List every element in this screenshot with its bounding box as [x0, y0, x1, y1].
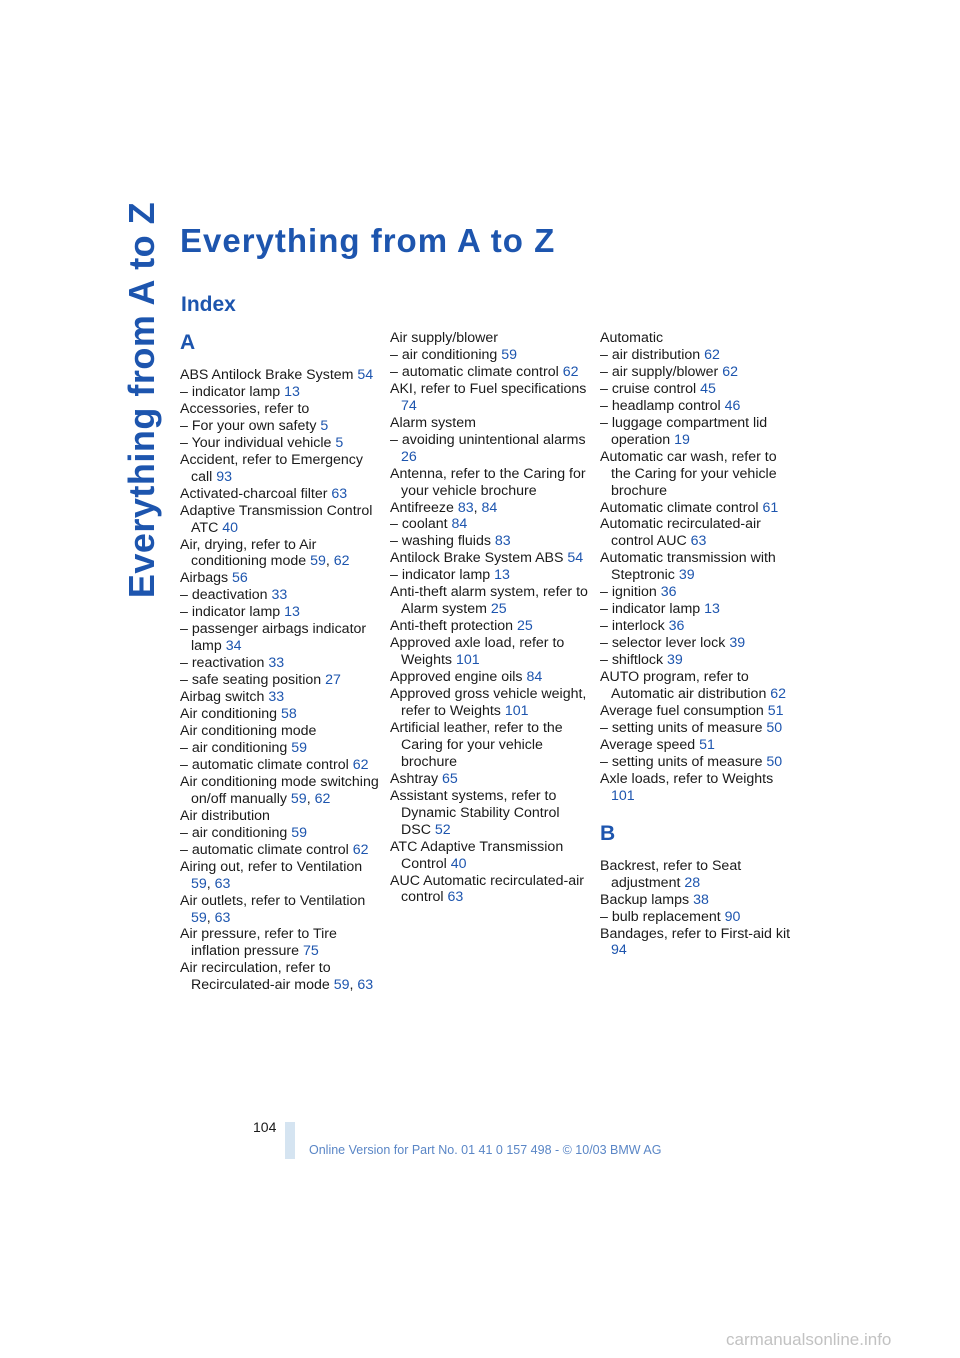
page-reference-link[interactable]: 40 — [222, 519, 239, 536]
index-entry-text: Approved gross vehicle weight, refer to Weights — [390, 686, 587, 719]
index-entry-text: Air distribution — [180, 807, 270, 824]
index-entry-text: Air outlets, refer to Ventilation — [180, 892, 366, 909]
index-entry — [390, 415, 590, 432]
index-entry — [600, 584, 800, 601]
page-reference-link[interactable]: 59 — [290, 790, 307, 807]
page-reference-link[interactable]: 25 — [490, 601, 507, 618]
index-entry-text: – shiftlock — [600, 652, 668, 669]
page-reference-link[interactable]: 59 — [333, 977, 350, 994]
index-entry — [390, 466, 590, 500]
index-entry — [390, 584, 590, 618]
page-reference-link[interactable]: 27 — [325, 672, 341, 689]
index-entry-text: AUC Automatic recirculated-air control — [390, 872, 584, 906]
index-entry-text: Air conditioning mode — [180, 723, 317, 740]
page-reference-link[interactable]: 59 — [291, 739, 307, 756]
index-entry — [600, 381, 800, 398]
index-entry-text: Air supply/blower — [390, 330, 499, 346]
index-entry — [600, 550, 800, 584]
index-entry — [390, 347, 590, 364]
index-entry-text: Antenna, refer to the Caring for your vehicle brochure — [390, 465, 586, 499]
index-letter-heading: A — [180, 331, 196, 354]
page-reference-link[interactable]: 62 — [352, 756, 369, 773]
page-reference-link[interactable]: 28 — [684, 874, 701, 891]
side-running-title — [112, 201, 172, 599]
index-entry-text: Average speed — [600, 736, 700, 753]
index-entry-text: – luggage compartment lid operation — [600, 414, 768, 448]
index-entry-text: Air recirculation, refer to Recirculated-air mode — [180, 960, 334, 994]
index-entry-text: AUTO program, refer to Automatic air distribution — [600, 669, 771, 703]
index-entry-text: – avoiding unintentional alarms — [390, 431, 586, 448]
index-entry — [600, 669, 800, 703]
page-reference-link[interactable]: 75 — [302, 943, 319, 960]
index-entry-text: Antifreeze — [390, 499, 458, 516]
index-entry-text: ABS Antilock Brake System — [180, 367, 358, 383]
index-entry — [600, 415, 800, 449]
page-reference-link[interactable]: 54 — [357, 367, 374, 383]
index-entry-text: – air conditioning — [180, 739, 292, 756]
page-reference-link[interactable]: 13 — [284, 604, 300, 621]
page-reference-link[interactable]: 52 — [434, 821, 451, 838]
page-reference-link[interactable]: 19 — [674, 431, 690, 448]
index-entry-text: – automatic climate control — [180, 756, 353, 773]
index-entry — [180, 757, 380, 774]
index-entry-text: – selector lever lock — [600, 635, 730, 652]
index-entry: Air recirculation, refer to Recirculated-air mode 59, 63 — [180, 960, 374, 994]
index-entry — [180, 689, 380, 706]
index-entry — [390, 873, 590, 907]
index-entry — [180, 672, 380, 689]
page-reference-link[interactable]: 101 — [611, 787, 635, 804]
page-title: Everything from A to Z — [180, 222, 556, 259]
page-reference-link[interactable]: 63 — [214, 875, 231, 892]
page-reference-link[interactable]: 62 — [770, 686, 787, 703]
index-entry — [180, 486, 380, 503]
index-entry-text: Automatic — [600, 330, 664, 346]
index-entry-text: Antilock Brake System ABS — [390, 550, 568, 567]
index-entry-text: Adaptive Transmission Control ATC — [180, 502, 373, 536]
index-entry-text: Automatic recirculated-air control AUC — [600, 516, 761, 550]
page-reference-link[interactable]: 5 — [335, 434, 344, 451]
page-reference-link[interactable]: 33 — [271, 587, 288, 604]
page-reference-link[interactable]: 13 — [704, 601, 720, 618]
index-entry — [180, 723, 380, 740]
index-entry-text: – automatic climate control — [390, 363, 563, 380]
index-entry-text: – interlock — [600, 618, 669, 635]
page-number: 104 — [253, 1119, 277, 1135]
page-reference-link[interactable]: 59 — [291, 824, 307, 841]
page-reference-link[interactable]: 39 — [729, 635, 746, 652]
index-entry — [390, 686, 590, 720]
index-entry — [180, 808, 380, 825]
footer-text: Online Version for Part No. 01 41 0 157 498 - © 10/03 BMW AG — [309, 1143, 662, 1157]
index-entry — [600, 516, 800, 550]
index-entry-text: – Your individual vehicle — [180, 434, 336, 451]
index-entry — [180, 384, 380, 401]
index-entry — [600, 330, 800, 347]
page-reference-link[interactable]: 84 — [526, 669, 543, 686]
index-entry-text: Automatic car wash, refer to the Caring for your vehicle brochure — [600, 448, 777, 499]
page-reference-link[interactable]: 50 — [766, 753, 783, 770]
page-reference-link[interactable]: 84 — [451, 516, 468, 533]
index-entry-text: Air conditioning mode switching on/off manually — [180, 773, 379, 807]
index-entry — [600, 737, 800, 754]
section-title: Index — [181, 293, 236, 316]
index-entry — [600, 618, 800, 635]
index-entry — [600, 909, 800, 926]
index-entry — [600, 652, 800, 669]
index-entry-text: Activated-charcoal filter — [180, 485, 332, 502]
page-reference-link[interactable]: 33 — [268, 689, 285, 706]
index-entry-text: Airbag switch — [180, 689, 269, 706]
page-reference-link[interactable]: 62 — [314, 790, 331, 807]
index-entry-text: Anti-theft alarm system, refer to Alarm system — [390, 584, 588, 618]
page-reference-link[interactable]: 62 — [562, 363, 579, 380]
page-reference-link[interactable]: 36 — [660, 584, 677, 601]
index-entry-text: Airbags — [180, 570, 233, 587]
index-entry-text: Ashtray — [390, 770, 443, 787]
page-reference-link[interactable]: 101 — [455, 652, 480, 669]
index-entry-text: – indicator lamp — [600, 601, 705, 618]
page-reference-link[interactable]: 94 — [611, 942, 627, 959]
index-entry — [600, 703, 800, 720]
page-reference-link[interactable]: 50 — [766, 719, 783, 736]
index-entry-text: – reactivation — [180, 655, 269, 672]
index-entry-text: – For your own safety — [180, 417, 321, 434]
index-entry — [180, 706, 380, 723]
page-reference-link[interactable]: 33 — [268, 655, 285, 672]
index-entry — [180, 587, 380, 604]
index-column-2 — [390, 330, 590, 906]
index-entry — [600, 754, 800, 771]
index-entry-text: Average fuel consumption — [600, 702, 768, 719]
index-entry-text: Air conditioning — [180, 706, 281, 723]
index-entry: Air, drying, refer to Air conditioning mode 59, 62 — [180, 536, 350, 570]
page-reference-link[interactable]: 26 — [401, 448, 417, 465]
side-title-text: Everything from A to Z — [121, 201, 163, 599]
index-entry — [390, 720, 590, 771]
index-entry — [600, 347, 800, 364]
index-entry-text: – indicator lamp — [390, 567, 495, 584]
index-entry-text: – washing fluids — [390, 533, 495, 550]
page-reference-link[interactable]: 13 — [284, 383, 300, 400]
page-reference-link[interactable]: 45 — [700, 380, 716, 397]
page-reference-link[interactable]: 39 — [667, 652, 683, 669]
index-entry — [600, 858, 800, 892]
page-reference-link[interactable]: 62 — [333, 553, 350, 570]
page-reference-link[interactable]: 34 — [225, 638, 242, 655]
index-entry-text: Airing out, refer to Ventilation — [180, 858, 363, 875]
index-entry-text: Approved engine oils — [390, 669, 527, 686]
index-entry-text: – coolant — [390, 516, 452, 533]
index-entry — [180, 503, 380, 537]
index-entry-text: – setting units of measure — [600, 753, 767, 770]
index-entry — [180, 401, 380, 418]
index-entry — [390, 788, 590, 839]
index-entry-text: Air pressure, refer to Tire inflation pressure — [180, 926, 337, 960]
index-entry — [180, 367, 380, 384]
index-entry-text: Artificial leather, refer to the Caring for your vehicle brochure — [390, 719, 563, 770]
index-entry — [180, 452, 380, 486]
index-entry-text: Assistant systems, refer to Dynamic Stability Control DSC — [390, 787, 560, 838]
index-entry — [390, 516, 590, 533]
index-entry-text: – setting units of measure — [600, 719, 767, 736]
index-entry-text: – cruise control — [600, 380, 701, 397]
index-entry — [390, 330, 590, 347]
index-entry-text: – automatic climate control — [180, 841, 353, 858]
index-entry-text: – indicator lamp — [180, 383, 285, 400]
page-reference-link[interactable]: 63 — [357, 977, 374, 994]
index-entry — [390, 567, 590, 584]
page-reference-link[interactable]: 51 — [699, 736, 715, 753]
index-entry-text: – safe seating position — [180, 672, 326, 689]
index-entry-text: – bulb replacement — [600, 908, 725, 925]
index-entry — [600, 398, 800, 415]
page-reference-link[interactable]: 59 — [191, 909, 207, 926]
index-entry-text: Air, drying, refer to Air conditioning mode — [180, 536, 317, 570]
page-reference-link[interactable]: 56 — [232, 570, 248, 587]
index-entry — [390, 533, 590, 550]
page-reference-link[interactable]: 62 — [352, 841, 369, 858]
index-entry — [180, 655, 380, 672]
index-entry — [180, 604, 380, 621]
page-reference-link[interactable]: 58 — [280, 706, 297, 723]
index-entry-text: Accessories, refer to — [180, 400, 310, 417]
page-reference-link[interactable]: 63 — [690, 533, 707, 550]
page-reference-link[interactable]: 25 — [516, 618, 533, 635]
page-reference-link[interactable]: 93 — [216, 468, 233, 485]
index-entry — [600, 926, 800, 960]
page-reference-link[interactable]: 5 — [320, 417, 329, 434]
index-letter-heading: B — [600, 821, 616, 845]
index-entry — [600, 364, 800, 381]
index-entry-text: – ignition — [600, 584, 661, 601]
page-reference-link[interactable]: 13 — [494, 567, 510, 584]
page-reference-link[interactable]: 39 — [678, 567, 695, 584]
page-reference-link[interactable]: 46 — [724, 397, 741, 414]
index-entry — [180, 435, 380, 452]
index-entry-text: Backup lamps — [600, 891, 694, 908]
index-entry — [600, 449, 800, 500]
index-entry-text: Approved axle load, refer to Weights — [390, 635, 565, 669]
index-entry: Airing out, refer to Ventilation 59, 63 — [180, 858, 363, 892]
index-entry — [180, 570, 380, 587]
watermark: carmanualsonline.info — [726, 1330, 892, 1349]
page-reference-link[interactable]: 101 — [504, 702, 529, 719]
index-entry — [180, 740, 380, 757]
index-entry — [390, 618, 590, 635]
index-entry — [180, 621, 380, 655]
index-entry-text: Accident, refer to Emergency call — [180, 451, 363, 485]
page-reference-link[interactable]: 36 — [668, 618, 685, 635]
page-reference-link[interactable]: 40 — [450, 855, 467, 872]
index-entry-text: Automatic transmission with Steptronic — [600, 550, 776, 584]
index-entry — [390, 635, 590, 669]
index-entry-text: Anti-theft protection — [390, 618, 517, 635]
index-entry: Antifreeze 83, 84 — [390, 499, 498, 516]
index-entry-text: AKI, refer to Fuel specifications — [390, 380, 587, 397]
index-entry-text: – headlamp control — [600, 397, 725, 414]
page-reference-link[interactable]: 51 — [767, 702, 784, 719]
index-entry: Air conditioning mode switching on/off manually 59, 62 — [180, 773, 379, 807]
page-reference-link[interactable]: 59 — [501, 346, 517, 363]
index-column-3 — [600, 330, 800, 959]
page-reference-link[interactable]: 90 — [724, 908, 741, 925]
index-entry — [390, 669, 590, 686]
page-reference-link[interactable]: 62 — [704, 346, 720, 363]
index-entry-text: Bandages, refer to First-aid kit — [600, 925, 791, 942]
index-entry — [390, 432, 590, 466]
index-entry — [390, 364, 590, 381]
index-column-1 — [180, 330, 380, 994]
index-entry-text: – air conditioning — [180, 824, 292, 841]
page-reference-link[interactable]: 63 — [331, 485, 348, 502]
index-entry — [390, 839, 590, 873]
index-entry-text: – air distribution — [600, 346, 705, 363]
page-reference-link[interactable]: 59 — [191, 875, 207, 892]
index-entry — [600, 635, 800, 652]
index-entry — [180, 842, 380, 859]
index-entry — [390, 381, 590, 415]
index-entry-text: Alarm system — [390, 414, 476, 431]
index-entry-text: ATC Adaptive Transmission Control — [390, 838, 564, 872]
index-entry-text: Automatic climate control — [600, 499, 763, 516]
page-reference-link[interactable]: 83 — [457, 499, 474, 516]
index-entry — [600, 601, 800, 618]
index-entry — [600, 771, 800, 805]
page-reference-link[interactable]: 59 — [310, 553, 326, 570]
index-entry — [180, 926, 380, 960]
page-reference-link[interactable]: 63 — [447, 889, 464, 906]
page-reference-link[interactable]: 63 — [214, 909, 231, 926]
footer-bar — [285, 1122, 295, 1159]
index-entry — [600, 720, 800, 737]
index-entry — [180, 418, 380, 435]
index-entry-text: – air conditioning — [390, 346, 502, 363]
index-entry — [390, 771, 590, 788]
index-entry — [180, 825, 380, 842]
index-entry-text: – deactivation — [180, 587, 272, 604]
index-entry-text: – air supply/blower — [600, 363, 723, 380]
page-reference-link[interactable]: 83 — [494, 533, 511, 550]
index-entry — [600, 892, 800, 909]
page-reference-link[interactable]: 74 — [401, 397, 417, 414]
index-entry-text: Backrest, refer to Seat adjustment — [600, 857, 742, 891]
page-reference-link[interactable]: 84 — [481, 499, 498, 516]
index-entry — [390, 550, 590, 567]
page-reference-link[interactable]: 65 — [442, 770, 458, 787]
index-entry-text: – indicator lamp — [180, 604, 285, 621]
index-entry-text: Axle loads, refer to Weights — [600, 770, 774, 787]
index-entry-text: – passenger airbags indicator lamp — [180, 621, 367, 655]
index-entry: Air outlets, refer to Ventilation 59, 63 — [180, 892, 366, 926]
page-reference-link[interactable]: 62 — [722, 363, 739, 380]
page-reference-link[interactable]: 61 — [762, 499, 779, 516]
index-entry — [600, 500, 800, 517]
page-reference-link[interactable]: 54 — [567, 550, 584, 567]
page-reference-link[interactable]: 38 — [693, 891, 709, 908]
